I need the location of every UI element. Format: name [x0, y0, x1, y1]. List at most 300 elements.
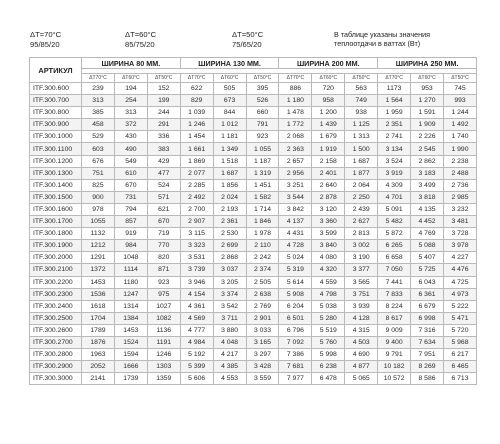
- value-cell: 5 091: [378, 203, 411, 215]
- value-cell: 2 699: [213, 240, 246, 252]
- value-cell: 2 158: [312, 155, 345, 167]
- table-row: [30, 131, 477, 143]
- value-cell: 254: [114, 95, 147, 107]
- value-cell: 490: [114, 143, 147, 155]
- value-cell: 3 559: [246, 373, 279, 385]
- value-cell: 749: [345, 95, 378, 107]
- value-cell: 2141: [82, 373, 115, 385]
- value-cell: 5 222: [443, 300, 476, 312]
- value-cell: 4 503: [345, 336, 378, 348]
- value-cell: 1 990: [443, 143, 476, 155]
- sub-header-cell: ΔT50°C: [443, 74, 476, 83]
- value-cell: 385: [82, 107, 115, 119]
- value-cell: 194: [114, 83, 147, 95]
- value-cell: 3 360: [312, 216, 345, 228]
- sub-header-cell: ΔT60°C: [411, 74, 444, 83]
- value-cell: 6 658: [378, 252, 411, 264]
- value-cell: 5 720: [443, 324, 476, 336]
- value-cell: 1453: [114, 324, 147, 336]
- value-cell: 10 182: [378, 361, 411, 373]
- article-cell: ITF.300.1000: [30, 131, 82, 143]
- value-cell: 1536: [82, 288, 115, 300]
- value-cell: 524: [147, 179, 180, 191]
- value-cell: 549: [114, 155, 147, 167]
- value-cell: 8 224: [378, 300, 411, 312]
- value-cell: 719: [147, 228, 180, 240]
- sub-header-cell: ΔT50°C: [147, 74, 180, 83]
- value-cell: 383: [147, 143, 180, 155]
- value-cell: 7 050: [378, 264, 411, 276]
- delta-t-70-temps: 95/85/20: [30, 40, 60, 49]
- value-cell: 4 128: [345, 312, 378, 324]
- value-cell: 2 193: [213, 203, 246, 215]
- value-cell: 3 165: [246, 336, 279, 348]
- value-cell: 5 519: [312, 324, 345, 336]
- value-cell: 3 542: [213, 300, 246, 312]
- value-cell: 1618: [82, 300, 115, 312]
- table-row: [30, 276, 477, 288]
- value-cell: 9 791: [378, 349, 411, 361]
- article-cell: ITF.300.1100: [30, 143, 82, 155]
- value-cell: 2 024: [213, 191, 246, 203]
- table-row: [30, 167, 477, 179]
- table-row: [30, 155, 477, 167]
- value-cell: 3 818: [411, 191, 444, 203]
- value-cell: 2 640: [312, 179, 345, 191]
- value-cell: 5 280: [312, 312, 345, 324]
- value-cell: 5 024: [279, 252, 312, 264]
- value-cell: 3 037: [213, 264, 246, 276]
- value-cell: 3 377: [345, 264, 378, 276]
- table-row: [30, 361, 477, 373]
- sub-header-cell: ΔT70°C: [180, 74, 213, 83]
- value-cell: 571: [147, 191, 180, 203]
- delta-t-50-temps: 75/65/20: [232, 40, 262, 49]
- article-cell: ITF.300.2300: [30, 288, 82, 300]
- value-cell: 3 711: [213, 312, 246, 324]
- group-header-200: ШИРИНА 200 ММ.: [279, 58, 378, 69]
- table-row: [30, 107, 477, 119]
- value-cell: 7 951: [411, 349, 444, 361]
- value-cell: 152: [147, 83, 180, 95]
- value-cell: 430: [114, 131, 147, 143]
- value-cell: 5 760: [312, 336, 345, 348]
- value-cell: 978: [82, 203, 115, 215]
- article-cell: ITF.300.800: [30, 107, 82, 119]
- value-cell: 958: [312, 95, 345, 107]
- article-cell: ITF.300.2700: [30, 336, 82, 348]
- value-cell: 1 919: [312, 143, 345, 155]
- value-cell: 4 309: [378, 179, 411, 191]
- table-row: [30, 203, 477, 215]
- value-cell: 2 901: [246, 312, 279, 324]
- value-cell: 1704: [82, 312, 115, 324]
- value-cell: 1 877: [345, 167, 378, 179]
- value-cell: 1 500: [345, 143, 378, 155]
- value-cell: 2 439: [345, 203, 378, 215]
- article-cell: ITF.300.2900: [30, 361, 82, 373]
- value-cell: 1 270: [411, 95, 444, 107]
- value-cell: 372: [114, 119, 147, 131]
- sub-header-row: [30, 74, 477, 83]
- value-cell: 2 401: [312, 167, 345, 179]
- value-cell: 622: [180, 83, 213, 95]
- value-cell: 8 617: [378, 312, 411, 324]
- value-cell: 3 481: [443, 216, 476, 228]
- value-cell: 6 265: [378, 240, 411, 252]
- value-cell: 3 428: [246, 361, 279, 373]
- value-cell: 4 137: [279, 216, 312, 228]
- value-cell: 1 181: [213, 131, 246, 143]
- value-cell: 3 499: [411, 179, 444, 191]
- value-cell: 429: [147, 155, 180, 167]
- value-cell: 3 232: [443, 203, 476, 215]
- value-cell: 5 725: [411, 264, 444, 276]
- value-cell: 1594: [114, 349, 147, 361]
- value-cell: 984: [114, 240, 147, 252]
- sub-header-cell: ΔT50°C: [345, 74, 378, 83]
- value-cell: 458: [82, 119, 115, 131]
- value-cell: 2 657: [279, 155, 312, 167]
- value-cell: 670: [147, 216, 180, 228]
- value-cell: 5 482: [378, 216, 411, 228]
- value-cell: 1027: [147, 300, 180, 312]
- value-cell: 5 471: [443, 312, 476, 324]
- table-row: [30, 252, 477, 264]
- value-cell: 2 813: [345, 228, 378, 240]
- value-cell: 1191: [147, 336, 180, 348]
- value-cell: 3 205: [213, 276, 246, 288]
- value-cell: 923: [246, 131, 279, 143]
- value-cell: 1 772: [279, 119, 312, 131]
- value-cell: 1173: [378, 83, 411, 95]
- value-cell: 4 048: [213, 336, 246, 348]
- delta-t-60-label: ΔT=60°C: [125, 30, 157, 39]
- value-cell: 5 065: [345, 373, 378, 385]
- value-cell: 673: [213, 95, 246, 107]
- value-cell: 1 349: [213, 143, 246, 155]
- value-cell: 603: [82, 143, 115, 155]
- value-cell: 3 842: [279, 203, 312, 215]
- value-cell: 844: [213, 107, 246, 119]
- value-cell: 2 769: [246, 300, 279, 312]
- table-row: [30, 349, 477, 361]
- article-cell: ITF.300.2200: [30, 276, 82, 288]
- value-cell: 7 441: [378, 276, 411, 288]
- value-cell: 5 908: [279, 288, 312, 300]
- value-cell: 3 323: [180, 240, 213, 252]
- value-cell: 660: [246, 107, 279, 119]
- article-cell: ITF.300.1200: [30, 155, 82, 167]
- value-cell: 2 226: [411, 131, 444, 143]
- value-cell: 1082: [147, 312, 180, 324]
- value-cell: 1 518: [213, 155, 246, 167]
- value-cell: 2 363: [279, 143, 312, 155]
- value-cell: 3 033: [246, 324, 279, 336]
- value-cell: 3 919: [378, 167, 411, 179]
- value-cell: 529: [82, 131, 115, 143]
- table-row: [30, 179, 477, 191]
- units-note: В таблице указаны значения теплоотдачи в ваттах (Вт): [334, 30, 430, 48]
- value-cell: 1212: [82, 240, 115, 252]
- value-cell: 1384: [114, 312, 147, 324]
- value-cell: 923: [147, 276, 180, 288]
- article-cell: ITF.300.1300: [30, 167, 82, 179]
- table-row: [30, 300, 477, 312]
- value-cell: 1 200: [312, 107, 345, 119]
- value-cell: 1 687: [345, 155, 378, 167]
- value-cell: 825: [82, 179, 115, 191]
- value-cell: 7 386: [279, 349, 312, 361]
- value-cell: 953: [411, 83, 444, 95]
- value-cell: 4 728: [279, 240, 312, 252]
- value-cell: 1666: [114, 361, 147, 373]
- value-cell: 3 134: [378, 143, 411, 155]
- value-cell: 3 840: [312, 240, 345, 252]
- group-header-250: ШИРИНА 250 ММ.: [378, 58, 477, 69]
- article-cell: ITF.300.900: [30, 119, 82, 131]
- value-cell: 8 269: [411, 361, 444, 373]
- value-cell: 6 043: [411, 276, 444, 288]
- value-cell: 3 115: [180, 228, 213, 240]
- value-cell: 1 591: [411, 107, 444, 119]
- value-cell: 610: [114, 167, 147, 179]
- article-cell: ITF.300.1600: [30, 203, 82, 215]
- value-cell: 313: [114, 107, 147, 119]
- value-cell: 1291: [82, 252, 115, 264]
- value-cell: 5 998: [312, 349, 345, 361]
- value-cell: 770: [147, 240, 180, 252]
- value-cell: 3 565: [345, 276, 378, 288]
- value-cell: 3 190: [345, 252, 378, 264]
- value-cell: 336: [147, 131, 180, 143]
- value-cell: 7 316: [411, 324, 444, 336]
- value-cell: 313: [82, 95, 115, 107]
- value-cell: 1 740: [443, 131, 476, 143]
- value-cell: 2 242: [246, 252, 279, 264]
- value-cell: 919: [114, 228, 147, 240]
- group-header-row: [30, 58, 477, 69]
- value-cell: 2 736: [443, 179, 476, 191]
- value-cell: 1 439: [312, 119, 345, 131]
- legend-header: [0, 0, 500, 56]
- article-cell: ITF.300.2600: [30, 324, 82, 336]
- value-cell: 4 217: [213, 349, 246, 361]
- table-row: [30, 95, 477, 107]
- value-cell: 291: [147, 119, 180, 131]
- group-header-80: ШИРИНА 80 ММ.: [82, 58, 181, 69]
- value-cell: 1 246: [180, 119, 213, 131]
- value-cell: 2 505: [246, 276, 279, 288]
- value-cell: 2 741: [378, 131, 411, 143]
- value-cell: 2 492: [180, 191, 213, 203]
- value-cell: 5 038: [312, 300, 345, 312]
- value-cell: 6 998: [411, 312, 444, 324]
- article-cell: ITF.300.1700: [30, 216, 82, 228]
- value-cell: 4 725: [443, 276, 476, 288]
- value-cell: 1247: [114, 288, 147, 300]
- sub-header-cell: ΔT50°C: [246, 74, 279, 83]
- value-cell: 938: [345, 107, 378, 119]
- table-row: [30, 119, 477, 131]
- value-cell: 1 478: [279, 107, 312, 119]
- article-cell: ITF.300.1900: [30, 240, 82, 252]
- sub-header-cell: ΔT70°C: [378, 74, 411, 83]
- value-cell: 199: [147, 95, 180, 107]
- value-cell: 829: [180, 95, 213, 107]
- value-cell: 3 531: [180, 252, 213, 264]
- value-cell: 3 751: [345, 288, 378, 300]
- value-cell: 563: [345, 83, 378, 95]
- table-row: [30, 288, 477, 300]
- table-row: [30, 324, 477, 336]
- value-cell: 1314: [114, 300, 147, 312]
- value-cell: 3 599: [312, 228, 345, 240]
- value-cell: 1 679: [312, 131, 345, 143]
- value-cell: 1 319: [246, 167, 279, 179]
- value-cell: 3 544: [279, 191, 312, 203]
- value-cell: 5 407: [411, 252, 444, 264]
- value-cell: 1 180: [279, 95, 312, 107]
- value-cell: 1739: [114, 373, 147, 385]
- value-cell: 1 244: [443, 107, 476, 119]
- value-cell: 2 351: [378, 119, 411, 131]
- value-cell: 3 297: [246, 349, 279, 361]
- value-cell: 2 907: [180, 216, 213, 228]
- table-row: [30, 191, 477, 203]
- value-cell: 900: [82, 191, 115, 203]
- value-cell: 1055: [82, 216, 115, 228]
- value-cell: 4 553: [213, 373, 246, 385]
- table-row: [30, 143, 477, 155]
- value-cell: 3 251: [279, 179, 312, 191]
- value-cell: 9 009: [378, 324, 411, 336]
- sub-header-cell: ΔT70°C: [279, 74, 312, 83]
- value-cell: 1372: [82, 264, 115, 276]
- table-row: [30, 216, 477, 228]
- value-cell: 2 878: [312, 191, 345, 203]
- table-body: [30, 83, 477, 385]
- value-cell: 7 681: [279, 361, 312, 373]
- value-cell: 2 077: [180, 167, 213, 179]
- value-cell: 1 313: [345, 131, 378, 143]
- value-cell: 1 856: [213, 179, 246, 191]
- value-cell: 6 465: [443, 361, 476, 373]
- value-cell: 993: [443, 95, 476, 107]
- value-cell: 244: [147, 107, 180, 119]
- value-cell: 2 488: [443, 167, 476, 179]
- value-cell: 1 055: [246, 143, 279, 155]
- value-cell: 2 285: [180, 179, 213, 191]
- value-cell: 670: [114, 179, 147, 191]
- value-cell: 4 361: [180, 300, 213, 312]
- article-cell: ITF.300.600: [30, 83, 82, 95]
- value-cell: 4 431: [279, 228, 312, 240]
- value-cell: 1136: [147, 324, 180, 336]
- article-cell: ITF.300.2500: [30, 312, 82, 324]
- value-cell: 871: [147, 264, 180, 276]
- value-cell: 3 739: [180, 264, 213, 276]
- value-cell: 4 777: [180, 324, 213, 336]
- value-cell: 4 798: [312, 288, 345, 300]
- value-cell: 794: [114, 203, 147, 215]
- value-cell: 1 909: [411, 119, 444, 131]
- value-cell: 5 968: [443, 336, 476, 348]
- value-cell: 1 661: [180, 143, 213, 155]
- value-cell: 4 080: [312, 252, 345, 264]
- value-cell: 7 092: [279, 336, 312, 348]
- value-cell: 4 227: [443, 252, 476, 264]
- value-cell: 2 868: [213, 252, 246, 264]
- value-cell: 6 796: [279, 324, 312, 336]
- value-cell: 6 713: [443, 373, 476, 385]
- value-cell: 1 454: [180, 131, 213, 143]
- value-cell: 5 192: [180, 349, 213, 361]
- value-cell: 1048: [114, 252, 147, 264]
- value-cell: 1 187: [246, 155, 279, 167]
- value-cell: 1 492: [443, 119, 476, 131]
- article-cell: ITF.300.2800: [30, 349, 82, 361]
- value-cell: 1963: [82, 349, 115, 361]
- value-cell: 6 501: [279, 312, 312, 324]
- value-cell: 3 183: [411, 167, 444, 179]
- value-cell: 8 586: [411, 373, 444, 385]
- value-cell: 3 120: [312, 203, 345, 215]
- table-row: [30, 264, 477, 276]
- value-cell: 975: [147, 288, 180, 300]
- group-header-130: ШИРИНА 130 ММ.: [180, 58, 279, 69]
- value-cell: 2 110: [246, 240, 279, 252]
- table-row: [30, 83, 477, 95]
- value-cell: 4 769: [411, 228, 444, 240]
- value-cell: 2 374: [246, 264, 279, 276]
- value-cell: 2 956: [279, 167, 312, 179]
- value-cell: 4 690: [345, 349, 378, 361]
- article-cell: ITF.300.1800: [30, 228, 82, 240]
- value-cell: 4 320: [312, 264, 345, 276]
- value-cell: 2 985: [443, 191, 476, 203]
- value-cell: 6 361: [411, 288, 444, 300]
- value-cell: 1359: [147, 373, 180, 385]
- delta-t-60-temps: 85/75/20: [125, 40, 155, 49]
- value-cell: 5 614: [279, 276, 312, 288]
- value-cell: 1 582: [246, 191, 279, 203]
- value-cell: 1524: [114, 336, 147, 348]
- sub-header-cell: ΔT60°C: [114, 74, 147, 83]
- value-cell: 820: [147, 252, 180, 264]
- value-cell: 4 452: [411, 216, 444, 228]
- value-cell: 1303: [147, 361, 180, 373]
- value-cell: 1 869: [180, 155, 213, 167]
- value-cell: 1 564: [378, 95, 411, 107]
- value-cell: 1 978: [246, 228, 279, 240]
- table-row: [30, 312, 477, 324]
- value-cell: 1114: [114, 264, 147, 276]
- value-cell: 4 154: [180, 288, 213, 300]
- value-cell: 3 939: [345, 300, 378, 312]
- heat-output-table: [29, 57, 477, 385]
- value-cell: 2 545: [411, 143, 444, 155]
- value-cell: 5 606: [180, 373, 213, 385]
- delta-t-70-label: ΔT=70°C: [30, 30, 62, 39]
- value-cell: 4 984: [180, 336, 213, 348]
- table-row: [30, 240, 477, 252]
- value-cell: 477: [147, 167, 180, 179]
- value-cell: 1 959: [378, 107, 411, 119]
- table-row: [30, 228, 477, 240]
- value-cell: 2 068: [279, 131, 312, 143]
- value-cell: 2 700: [180, 203, 213, 215]
